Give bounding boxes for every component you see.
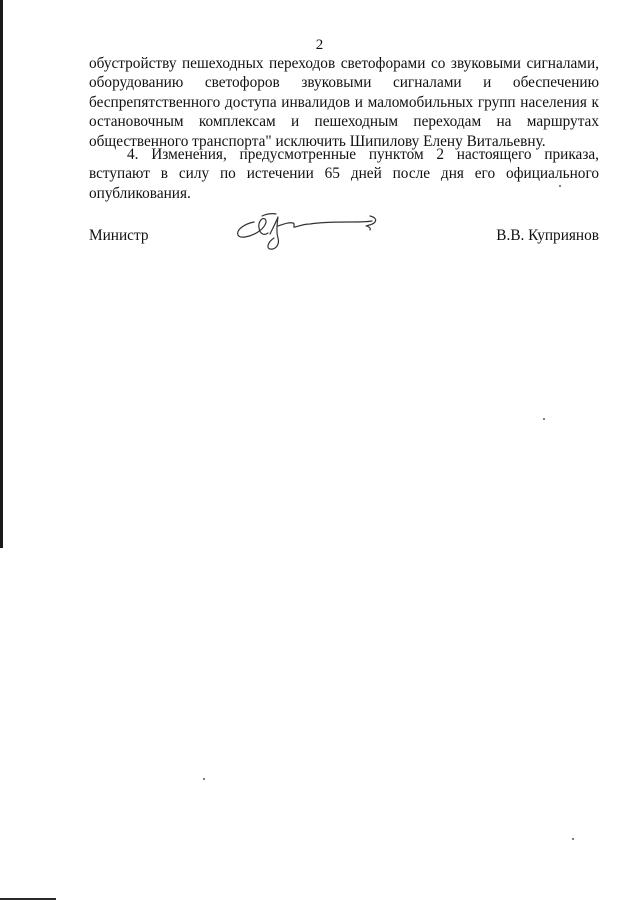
text-line: опубликования. [89, 184, 191, 202]
scan-edge-bottom [0, 898, 56, 900]
signatory-name: В.В. Куприянов [496, 227, 599, 244]
scan-speck [559, 185, 561, 187]
text-line: беспрепятственного доступа инвалидов и маломобильных групп населения к [89, 93, 599, 111]
page-number: 2 [315, 37, 324, 53]
text-line: 4. Изменения, предусмотренные пунктом 2 настоящего приказа, [127, 146, 599, 163]
scan-speck [203, 778, 205, 780]
text-line: обустройству пешеходных переходов светофорами со звуковыми сигналами, [89, 55, 599, 72]
scan-speck [572, 838, 574, 840]
scan-speck [543, 418, 545, 420]
text-line: оборудованию светофоров звуковыми сигналами и обеспечению [89, 74, 599, 92]
handwritten-signature [232, 208, 384, 254]
paragraph-continued [89, 54, 599, 151]
paragraph-4 [89, 145, 599, 203]
text-line: вступают в силу по истечении 65 дней после дня его официального [89, 165, 599, 183]
signatory-title: Министр [89, 227, 149, 244]
text-line: остановочным комплексам и пешеходным переходам на маршрутах [89, 113, 599, 131]
text-line: общественного транспорта" исключить Шипилову Елену Витальевну. [89, 132, 546, 150]
scan-edge-left [0, 0, 3, 548]
